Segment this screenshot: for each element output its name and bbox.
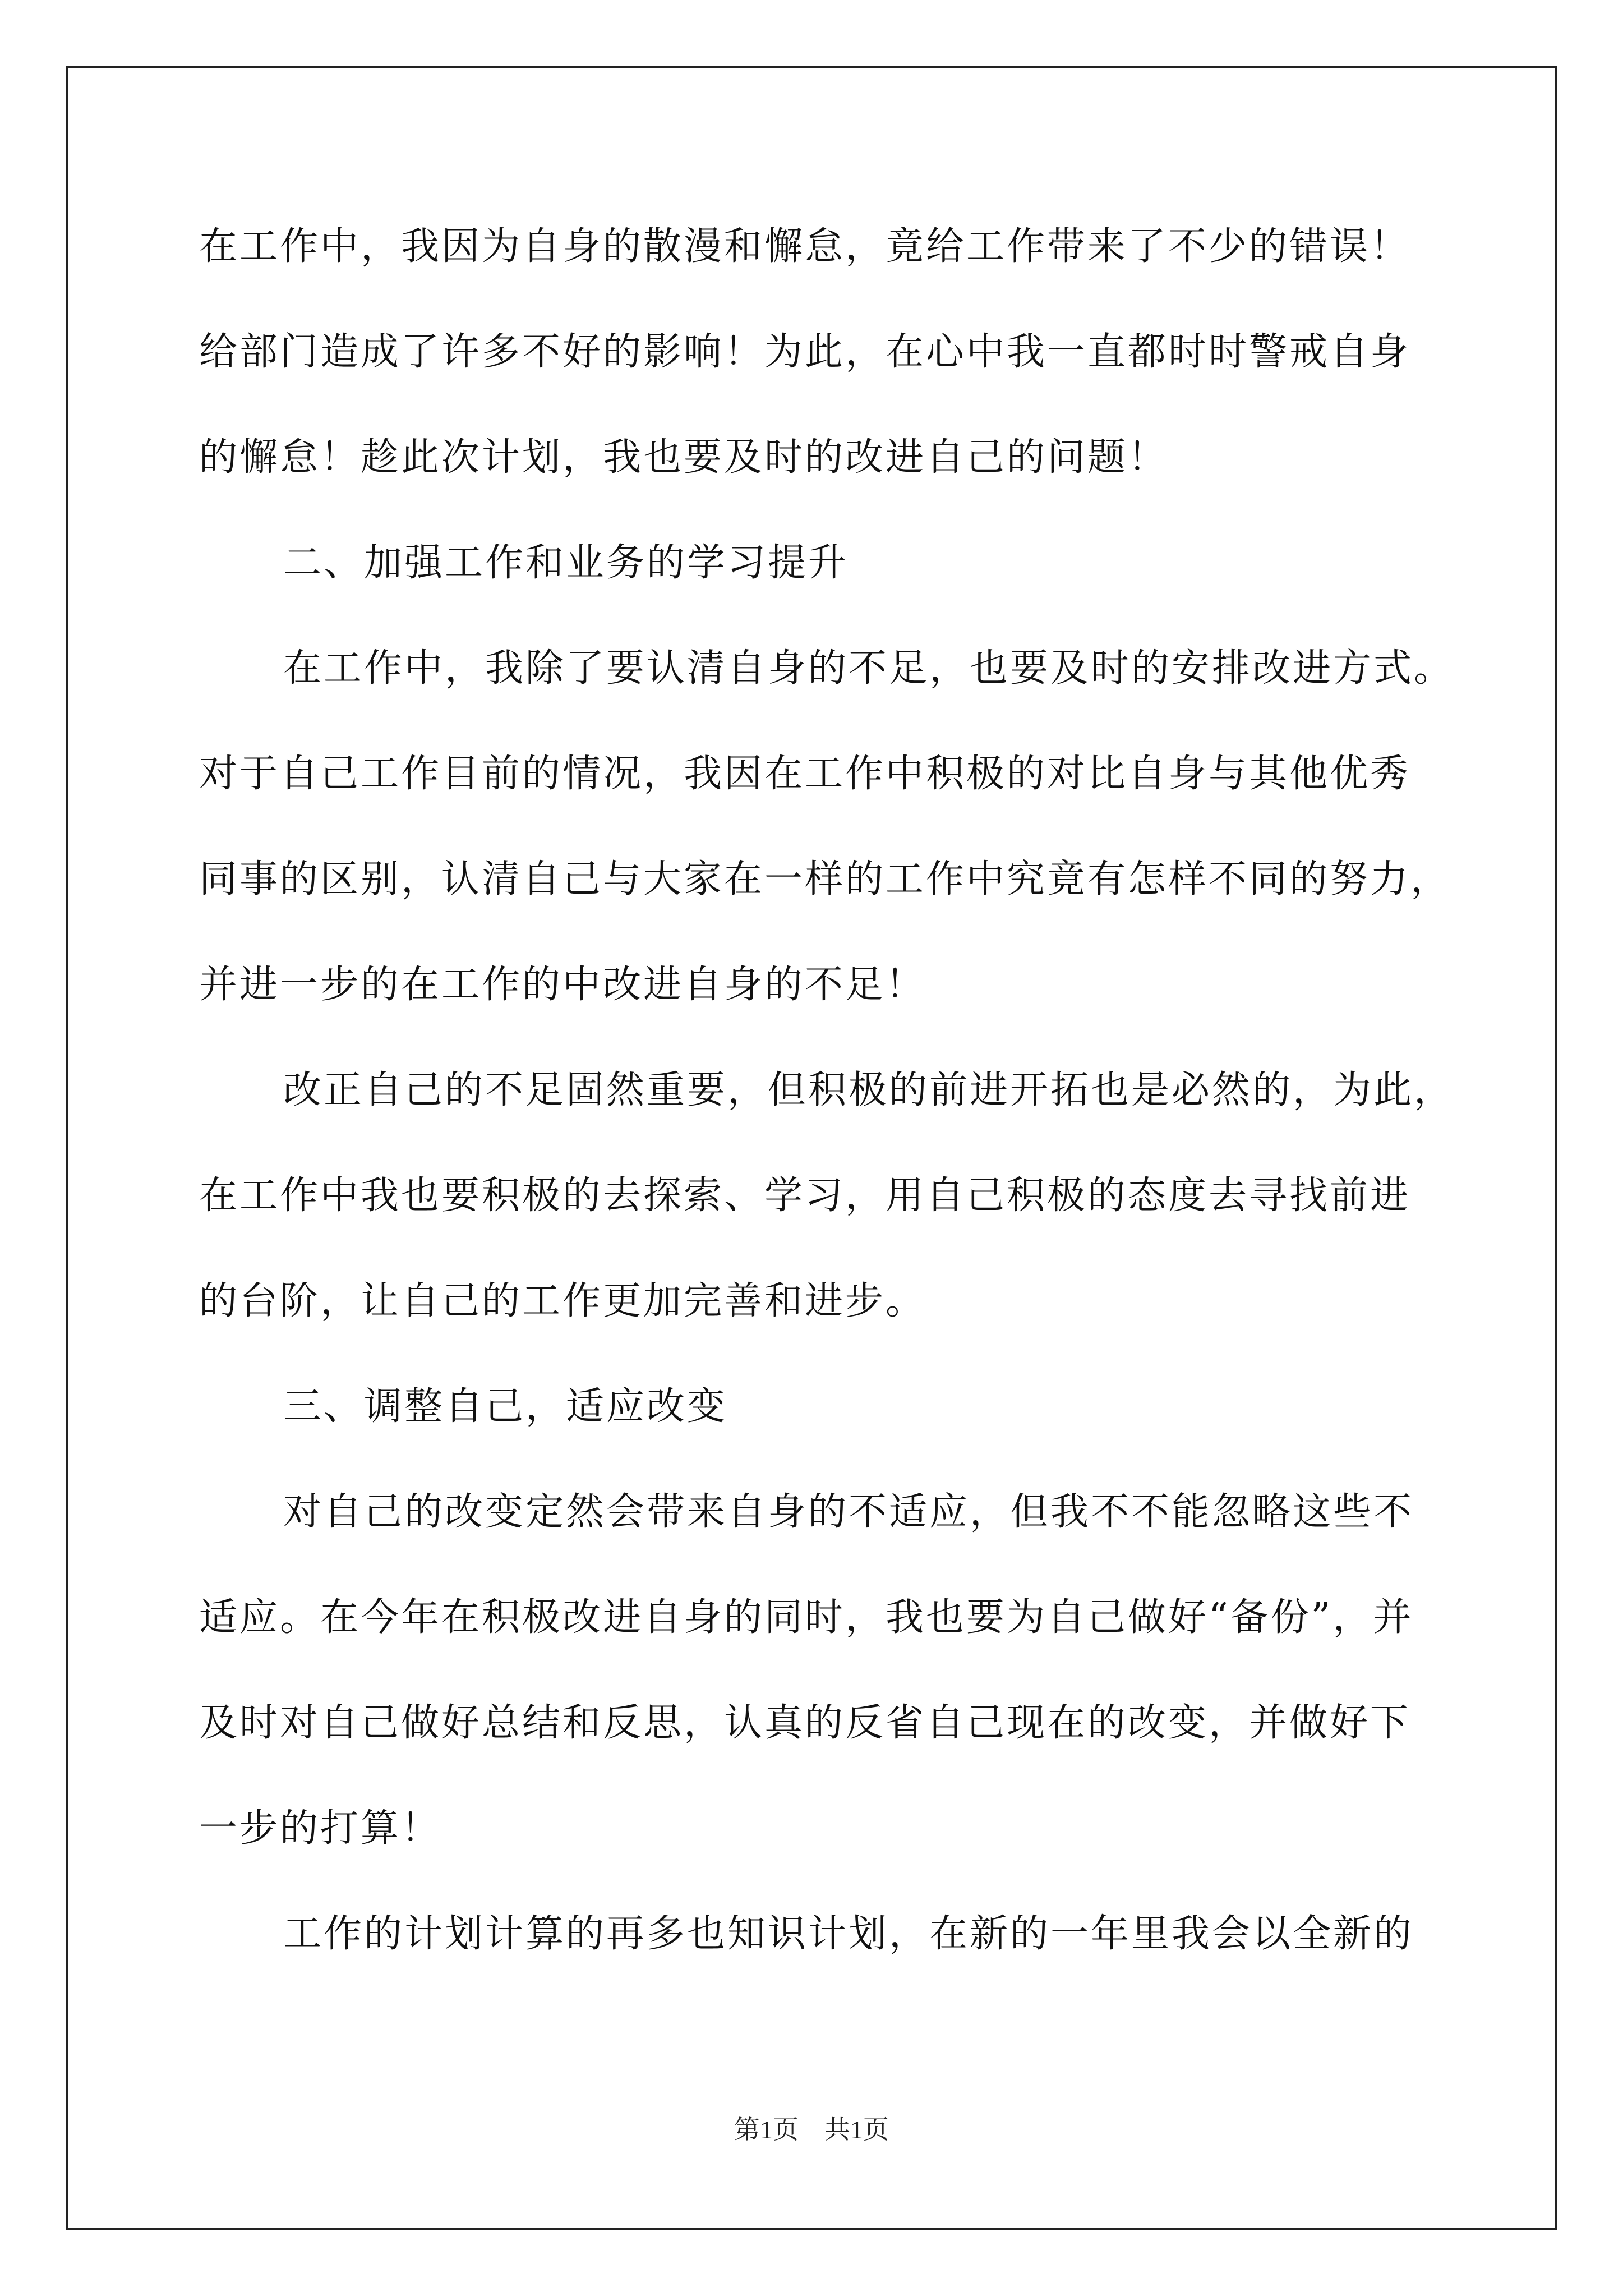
body-line-11: 的台阶，让自己的工作更加完善和进步。 xyxy=(199,1279,926,1323)
page-number-current: 第1页 xyxy=(734,2115,799,2144)
body-line-3: 的懈怠！趁此次计划，我也要及时的改进自己的问题！ xyxy=(199,435,1169,480)
body-line-8: 并进一步的在工作的中改进自身的不足！ xyxy=(199,963,926,1007)
body-line-7: 同事的区别，认清自己与大家在一样的工作中究竟有怎样不同的努力， xyxy=(199,857,1451,901)
body-line-15: 及时对自己做好总结和反思，认真的反省自己现在的改变，并做好下 xyxy=(199,1701,1411,1745)
page-footer xyxy=(0,2109,1623,2146)
body-line-16: 一步的打算！ xyxy=(199,1806,442,1851)
body-line-9: 改正自己的不足固然重要，但积极的前进开拓也是必然的，为此， xyxy=(283,1068,1455,1112)
body-line-17: 工作的计划计算的再多也知识计划，在新的一年里我会以全新的 xyxy=(283,1912,1414,1956)
body-line-2: 给部门造成了许多不好的影响！为此，在心中我一直都时时警戒自身 xyxy=(199,330,1411,374)
section-heading-2: 二、加强工作和业务的学习提升 xyxy=(283,541,849,585)
body-line-6: 对于自己工作目前的情况，我因在工作中积极的对比自身与其他优秀 xyxy=(199,752,1411,796)
body-line-13: 对自己的改变定然会带来自身的不适应，但我不不能忽略这些不 xyxy=(283,1490,1414,1534)
document-body xyxy=(199,194,1455,1987)
body-line-14: 适应。在今年在积极改进自身的同时，我也要为自己做好“备份”，并 xyxy=(199,1595,1414,1640)
section-heading-3: 三、调整自己，适应改变 xyxy=(283,1384,728,1429)
page-number-total: 共1页 xyxy=(824,2115,889,2144)
body-line-10: 在工作中我也要积极的去探索、学习，用自己积极的态度去寻找前进 xyxy=(199,1174,1411,1218)
body-line-5: 在工作中，我除了要认清自身的不足，也要及时的安排改进方式。 xyxy=(283,646,1455,691)
body-line-1: 在工作中，我因为自身的散漫和懈怠，竟给工作带来了不少的错误！ xyxy=(199,224,1411,269)
